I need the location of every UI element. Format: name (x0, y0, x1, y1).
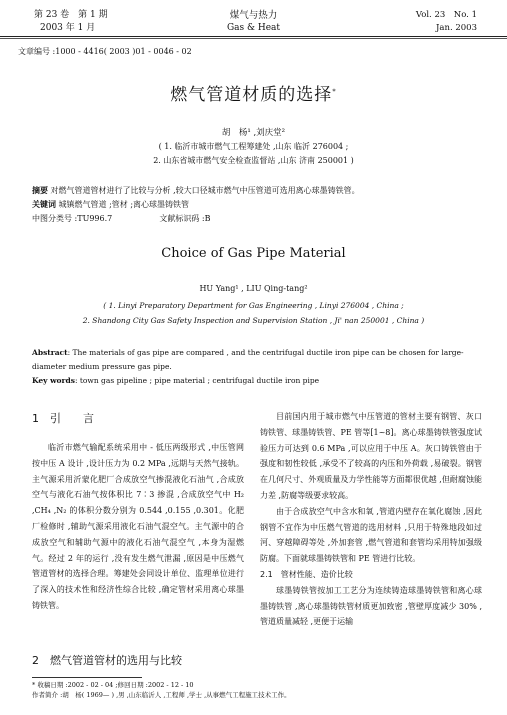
right-paragraph-2: 由于合成放空气中含水和氧 ,管道内壁存在氧化腐蚀 ,因此钢管不宜作为中压燃气管道的选用材料 ,只用于特殊地段如过河、穿越障碍等处 ,外加套管 ,燃气管道和套管均采用特加强级防腐。下面就球墨铸铁管和 PE 管进行比较。 (260, 506, 482, 564)
authors-en: HU Yang¹ , LIU Qing-tang² (199, 284, 308, 293)
footnote-rule (32, 677, 142, 678)
abstract-en-text: : The materials of gas pipe are compared , and the centrifugal ductile iron pipe can be chosen for large-diameter medium pressure gas pipe. (32, 348, 464, 371)
right-column (260, 409, 482, 630)
volume-en: Vol. 23 No. 1 (415, 10, 477, 20)
classification-label: 中图分类号 (32, 214, 72, 223)
abstract-block-en (32, 346, 482, 388)
keywords-cn-label: 关键词 (32, 200, 56, 209)
classification-cn (32, 212, 482, 226)
volume-cn: 第 23 卷 第 1 期 (34, 10, 108, 20)
affiliation-cn-2: 2. 山东省城市燃气安全检查监督站 ,山东 济南 250001 ) (153, 156, 354, 165)
abstract-block-cn (32, 184, 482, 226)
classification-value: :TU996.7 (74, 214, 113, 223)
date-cn: 2003 年 1 月 (40, 23, 96, 33)
keywords-en (32, 374, 482, 388)
journal-cn: 煤气与热力 (229, 10, 278, 21)
footnote-dates: * 收稿日期 :2002 - 02 - 04 ;修回日期 :2002 - 12 - 10 (32, 681, 194, 689)
page-title-en: Choice of Gas Pipe Material (161, 246, 346, 261)
abstract-en-label: Abstract (32, 348, 68, 357)
date-en: Jan. 2003 (436, 23, 477, 33)
doc-code-value: :B (201, 214, 211, 223)
header-rule (0, 36, 507, 37)
header-right (416, 9, 477, 35)
abstract-cn (32, 184, 482, 198)
authors-cn: 胡 杨¹ ,刘庆堂² (221, 128, 286, 138)
abstract-cn-text: 对燃气管道管材进行了比较与分析 ,较大口径城市燃气中压管道可选用离心球墨铸铁管。 (50, 186, 360, 195)
subsection-2-1-heading: 2.1 管材性能、造价比较 (260, 569, 353, 579)
keywords-en-label: Key words (32, 376, 75, 385)
title-footnote-mark: * (332, 87, 337, 96)
section-1-heading: 1 引 言 (32, 412, 94, 425)
section-2-heading: 2 燃气管道管材的选用与比较 (32, 654, 182, 667)
abstract-cn-label: 摘要 (32, 186, 48, 195)
keywords-cn (32, 198, 482, 212)
journal-en: Gas & Heat (226, 23, 281, 33)
header-rule-secondary (0, 38, 507, 39)
title-cn-text: 燃气管道材质的选择 (170, 85, 333, 105)
right-paragraph-3: 球墨铸铁管按加工工艺分为连续铸造球墨铸铁管和离心球墨铸铁管 ,离心球墨铸铁管材质更加致密 ,管壁厚度减少 30% ,管道质量减轻 ,更便于运输 (260, 585, 482, 627)
affiliations-en (0, 298, 507, 328)
footnote-author-bio: 作者简介 :胡 杨( 1969— ) ,男 ,山东临沂人 ,工程师 ,学士 ,从事燃气工程施工技术工作。 (32, 691, 291, 699)
affiliation-en-2: 2. Shandong City Gas Safety Inspection and Supervision Station , Ji' nan 250001 , China ) (82, 316, 425, 325)
affiliations-cn (0, 140, 507, 168)
doc-code-label: 文献标识码 (159, 214, 200, 223)
left-column (32, 440, 244, 614)
abstract-en (32, 346, 482, 374)
affiliation-cn-1: ( 1. 临沂市城市燃气工程筹建处 ,山东 临沂 276004 ; (158, 142, 349, 151)
keywords-cn-text: 城镇燃气管道 ;管材 ;离心球墨铸铁管 (58, 200, 190, 209)
right-paragraph-1: 目前国内用于城市燃气中压管道的管材主要有钢管、灰口铸铁管、球墨铸铁管、PE 管等[1~8]。离心球墨铸铁管强度试验压力可达到 0.6 MPa ,可以应用于中压 A。灰口铸铁管由于强度和韧性较低 ,承受不了较高的内压和外荷载 ,易破裂。钢管在几何尺寸、外观质量及力学性能等方面都很优越 ,但耐腐蚀能力差 ,防腐等级要求较高。 (260, 412, 482, 500)
footnote (32, 680, 291, 700)
page-title-cn (0, 80, 507, 105)
affiliation-en-1: ( 1. Linyi Preparatory Department for Gas Engineering , Linyi 276004 , China ; (103, 301, 404, 310)
keywords-en-text: : town gas pipeline ; pipe material ; centrifugal ductile iron pipe (74, 376, 320, 385)
section-1-paragraph: 临沂市燃气输配系统采用中 - 低压两级形式 ,中压管网按中压 A 设计 ,设计压力为 0.2 MPa ,远期与天然气接轨。主气源采用沂蒙化肥厂合成放空气掺混液化石油气 ,合成放空气与液化石油气按体积比 7∶3 掺混 ,合成放空气中 H₂ ,CH₄ ,N₂ 的体积分数分别为 0.544 ,0.155 ,0.301。化肥厂检修时 ,辅助气源采用液化石油气混空气。主气源中的合成放空气和辅助气源中的液化石油气混空气 ,本身为湿燃气。经过 2 年的运行 ,没有发生燃气泄漏 ,原因是中压燃气管道管材的选择合理。筹建处会同设计单位、监理单位进行了深入的技术性和经济性综合比较 ,确定管材采用离心球墨铸铁管。 (32, 443, 244, 610)
article-number: 文章编号 :1000 - 4416( 2003 )01 - 0046 - 02 (18, 47, 192, 56)
